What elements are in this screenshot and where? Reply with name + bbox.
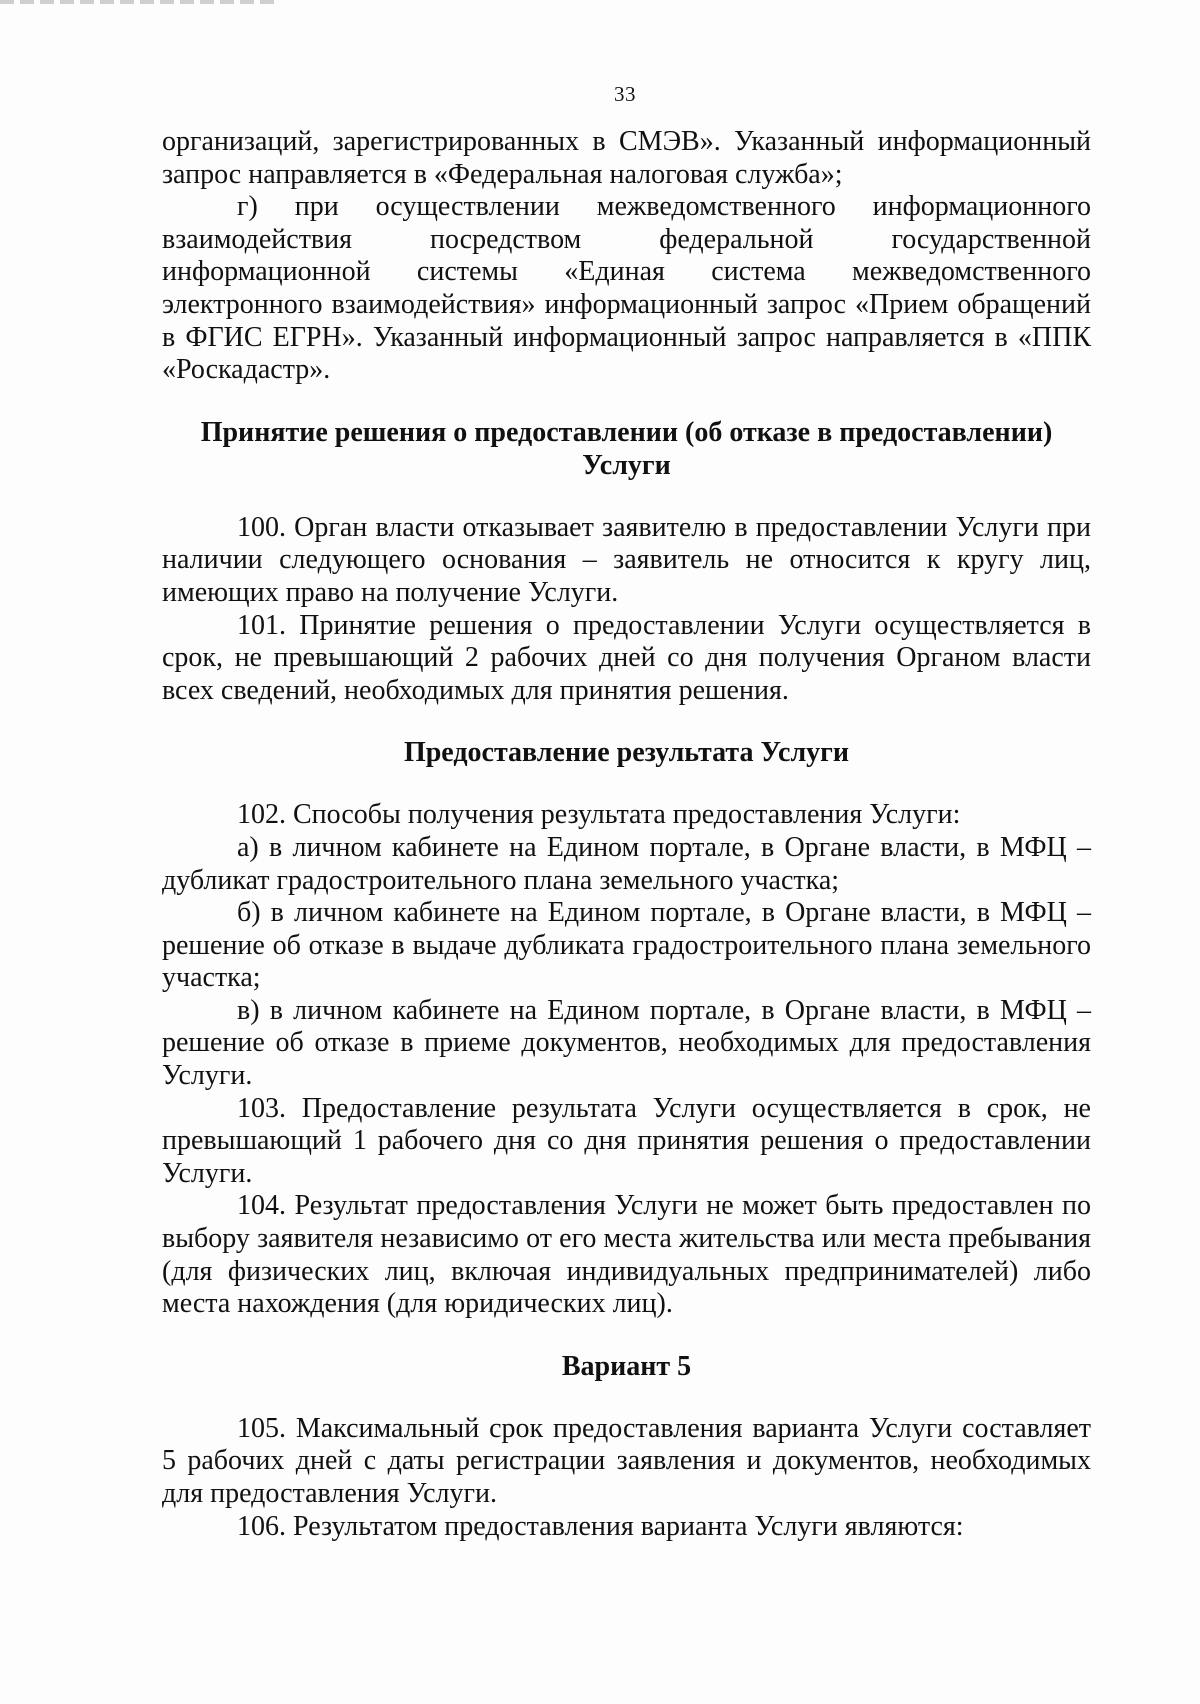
paragraph-102: 102. Способы получения результата предоставления Услуги:	[237, 799, 961, 831]
paragraph-item-g: г) при осуществлении межведомственного информационного взаимодействия посредством федеральной государственной информационной системы «Единая система межведомственного электронного взаимодействия» информационный запрос «Прием обращений в ФГИС ЕГРН». Указанный информационный запрос направляется в «ППК «Роскадастр».	[162, 191, 1091, 386]
document-body	[162, 126, 1091, 1543]
paragraph-102-a: а) в личном кабинете на Едином портале, в Органе власти, в МФЦ – дубликат градостроительного плана земельного участка;	[162, 831, 1091, 896]
paragraph-105: 105. Максимальный срок предоставления варианта Услуги составляет 5 рабочих дней с даты регистрации заявления и документов, необходимых для предоставления Услуги.	[162, 1412, 1091, 1509]
section-heading-result: Предоставление результата Услуги	[403, 737, 850, 769]
paragraph-100: 100. Орган власти отказывает заявителю в предоставлении Услуги при наличии следующего основания – заявитель не относится к кругу лиц, имеющих право на получение Услуги.	[162, 511, 1091, 608]
page-number: 33	[614, 82, 636, 106]
paragraph-104: 104. Результат предоставления Услуги не может быть предоставлен по выбору заявителя независимо от его места жительства или места пребывания (для физических лиц, включая индивидуальных предпринимателей) либо места нахождения (для юридических лиц).	[162, 1190, 1091, 1320]
paragraph-102-v: в) в личном кабинете на Едином портале, в Органе власти, в МФЦ – решение об отказе в приеме документов, необходимых для предоставления Услуги.	[162, 994, 1091, 1092]
paragraph-106: 106. Результатом предоставления варианта Услуги являются:	[237, 1510, 964, 1542]
paragraph-102-b: б) в личном кабинете на Едином портале, в Органе власти, в МФЦ – решение об отказе в выдаче дубликата градостроительного плана земельного участка;	[162, 897, 1091, 994]
paragraph-101: 101. Принятие решения о предоставлении Услуги осуществляется в срок, не превышающий 2 рабочих дней со дня получения Органом власти всех сведений, необходимых для принятия решения.	[162, 609, 1091, 706]
paragraph-smev-continuation: организаций, зарегистрированных в СМЭВ». Указанный информационный запрос направляется в «Федеральная налоговая служба»;	[162, 126, 1091, 190]
paragraph-103: 103. Предоставление результата Услуги осуществляется в срок, не превышающий 1 рабочего дня со дня принятия решения о предоставлении Услуги.	[162, 1092, 1091, 1189]
section-heading-decision: Принятие решения о предоставлении (об отказе в предоставлении) Услуги	[200, 416, 1053, 481]
section-heading-variant-5: Вариант 5	[561, 1350, 692, 1382]
scan-artifact	[0, 0, 280, 4]
